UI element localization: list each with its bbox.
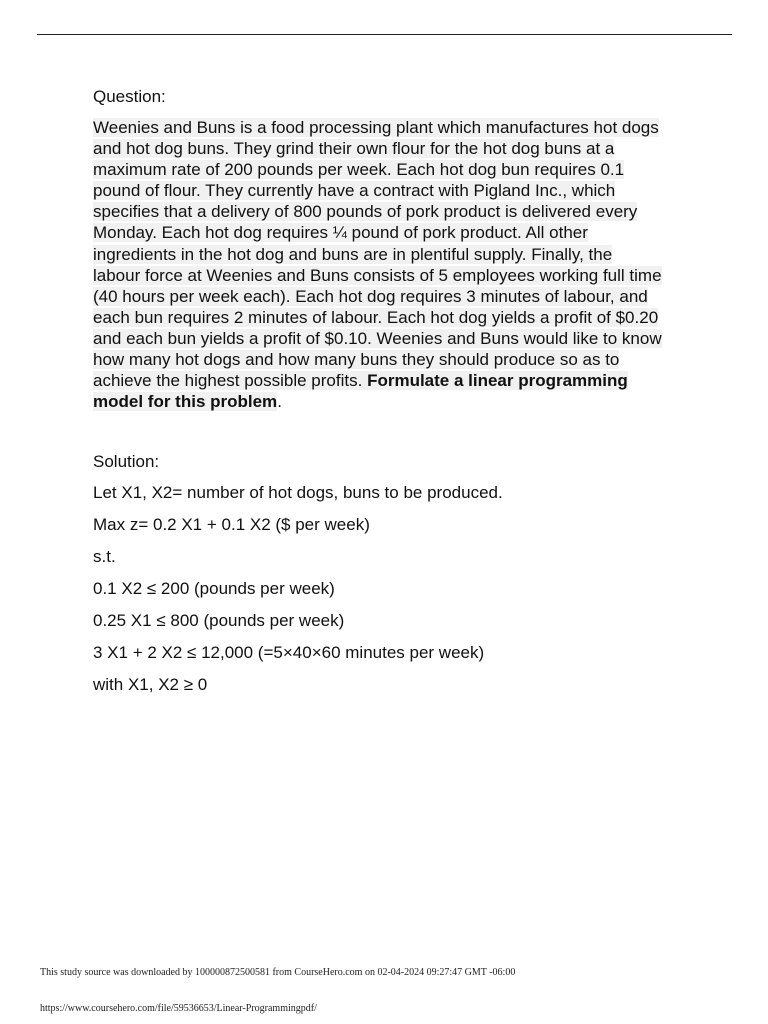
question-text-end: . xyxy=(277,392,282,412)
question-text xyxy=(93,117,663,412)
solution-line-nonnegativity: with X1, X2 ≥ 0 xyxy=(93,675,208,695)
source-url[interactable]: https://www.coursehero.com/file/59536653/Linear-Programmingpdf/ xyxy=(40,1003,317,1014)
solution-line-labour-constraint: 3 X1 + 2 X2 ≤ 12,000 (=5×40×60 minutes per week) xyxy=(93,643,485,663)
solution-label: Solution: xyxy=(93,452,160,472)
solution-line-subject-to: s.t. xyxy=(93,547,116,567)
solution-line-flour-constraint: 0.1 X2 ≤ 200 (pounds per week) xyxy=(93,579,335,599)
question-text-bold: Formulate a linear programming model for this problem xyxy=(93,371,628,412)
document-page xyxy=(93,86,693,706)
solution-line-pork-constraint: 0.25 X1 ≤ 800 (pounds per week) xyxy=(93,611,345,631)
question-text-main: Weenies and Buns is a food processing plant which manufactures hot dogs and hot dog buns. They grind their own flour for the hot dog buns at a maximum rate of 200 pounds per week. Each hot dog bun requires 0.1 pound of flour. They currently have a contract with Pigland Inc., which specifies that a delivery of 800 pounds of pork product is delivered every Monday. Each hot dog requires ¼ pound of pork product. All other ingredients in the hot dog and buns are in plentiful supply. Finally, the labour force at Weenies and Buns consists of 5 employees working full time (40 hours per week each). Each hot dog requires 3 minutes of labour, and each bun requires 2 minutes of labour. Each hot dog yields a profit of $0.20 and each bun yields a profit of $0.10. Weenies and Buns would like to know how many hot dogs and how many buns they should produce so as to achieve the highest possible profits. xyxy=(93,118,662,391)
solution-line-objective: Max z= 0.2 X1 + 0.1 X2 ($ per week) xyxy=(93,515,370,535)
top-divider xyxy=(37,34,732,35)
question-label: Question: xyxy=(93,87,166,106)
solution-line-variables: Let X1, X2= number of hot dogs, buns to be produced. xyxy=(93,483,503,503)
download-notice: This study source was downloaded by 100000872500581 from CourseHero.com on 02-04-2024 09:27:47 GMT -06:00 xyxy=(40,967,516,978)
